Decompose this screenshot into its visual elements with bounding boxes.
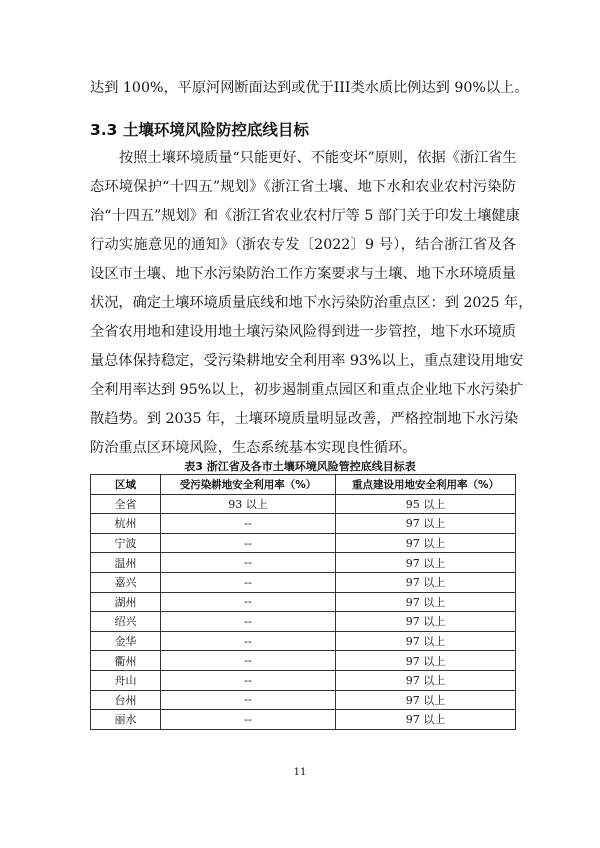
lead-line: 达到 100%，平原河网断面达到或优于III类水质比例达到 90%以上。 <box>90 80 529 96</box>
farmland-rate-cell: 93 以上 <box>161 494 336 514</box>
paragraph-line: 按照土壤环境质量“只能更好、不能变坏”原则，依据《浙江省生 <box>119 150 517 166</box>
region-cell: 台州 <box>91 690 161 710</box>
farmland-rate-cell: -- <box>161 553 336 573</box>
construction-rate-cell: 97 以上 <box>336 710 516 730</box>
construction-rate-cell: 97 以上 <box>336 612 516 632</box>
table-row <box>91 592 516 612</box>
table-row <box>91 494 516 514</box>
table-row <box>91 651 516 671</box>
table-row <box>91 631 516 651</box>
construction-rate-cell: 97 以上 <box>336 572 516 592</box>
section-heading: 3.3 土壤环境风险防控底线目标 <box>90 121 309 139</box>
farmland-rate-cell: -- <box>161 572 336 592</box>
region-cell: 绍兴 <box>91 612 161 632</box>
risk-target-table <box>90 474 516 730</box>
farmland-rate-cell: -- <box>161 710 336 730</box>
region-cell: 舟山 <box>91 670 161 690</box>
paragraph-line: 全省农用地和建设用地土壤污染风险得到进一步管控，地下水环境质 <box>90 324 516 340</box>
farmland-rate-cell: -- <box>161 533 336 553</box>
paragraph-line: 治“十四五”规划》和《浙江省农业农村厅等 5 部门关于印发土壤健康 <box>90 208 520 224</box>
paragraph-line: 状况，确定土壤环境质量底线和地下水污染防治重点区：到 2025 年， <box>90 295 533 311</box>
region-cell: 湖州 <box>91 592 161 612</box>
construction-rate-cell: 97 以上 <box>336 631 516 651</box>
farmland-rate-cell: -- <box>161 690 336 710</box>
farmland-rate-cell: -- <box>161 631 336 651</box>
construction-rate-cell: 97 以上 <box>336 592 516 612</box>
table-row <box>91 710 516 730</box>
table-row <box>91 572 516 592</box>
table-header-row <box>91 475 516 495</box>
column-header-construction-rate: 重点建设用地安全利用率（%） <box>336 475 516 495</box>
region-cell: 杭州 <box>91 514 161 534</box>
construction-rate-cell: 97 以上 <box>336 553 516 573</box>
region-cell: 丽水 <box>91 710 161 730</box>
farmland-rate-cell: -- <box>161 651 336 671</box>
region-cell: 宁波 <box>91 533 161 553</box>
paragraph-line: 设区市土壤、地下水污染防治工作方案要求与土壤、地下水环境质量 <box>90 266 516 282</box>
paragraph-line: 全利用率达到 95%以上，初步遏制重点园区和重点企业地下水污染扩 <box>90 382 524 398</box>
table-row <box>91 670 516 690</box>
column-header-farmland-rate: 受污染耕地安全利用率（%） <box>161 475 336 495</box>
farmland-rate-cell: -- <box>161 514 336 534</box>
construction-rate-cell: 97 以上 <box>336 514 516 534</box>
paragraph-line: 量总体保持稳定，受污染耕地安全利用率 93%以上，重点建设用地安 <box>90 353 524 369</box>
table-row <box>91 690 516 710</box>
construction-rate-cell: 97 以上 <box>336 690 516 710</box>
table-row <box>91 514 516 534</box>
table-row <box>91 533 516 553</box>
paragraph-line: 态环境保护“十四五”规划》《浙江省土壤、地下水和农业农村污染防 <box>90 179 516 195</box>
construction-rate-cell: 97 以上 <box>336 651 516 671</box>
farmland-rate-cell: -- <box>161 612 336 632</box>
paragraph-line: 行动实施意见的通知》（浙农专发〔2022〕9 号），结合浙江省及各 <box>90 237 516 253</box>
farmland-rate-cell: -- <box>161 592 336 612</box>
region-cell: 嘉兴 <box>91 572 161 592</box>
column-header-region: 区域 <box>91 475 161 495</box>
region-cell: 衢州 <box>91 651 161 671</box>
region-cell: 温州 <box>91 553 161 573</box>
table-row <box>91 553 516 573</box>
table-caption: 表3 浙江省及各市土壤环境风险管控底线目标表 <box>184 460 416 473</box>
construction-rate-cell: 95 以上 <box>336 494 516 514</box>
region-cell: 全省 <box>91 494 161 514</box>
region-cell: 金华 <box>91 631 161 651</box>
paragraph-line: 防治重点区环境风险，生态系统基本实现良性循环。 <box>90 440 417 456</box>
construction-rate-cell: 97 以上 <box>336 533 516 553</box>
page-number: 11 <box>293 767 307 778</box>
table-row <box>91 612 516 632</box>
paragraph-line: 散趋势。到 2035 年，土壤环境质量明显改善，严格控制地下水污染 <box>90 411 519 427</box>
construction-rate-cell: 97 以上 <box>336 670 516 690</box>
farmland-rate-cell: -- <box>161 670 336 690</box>
